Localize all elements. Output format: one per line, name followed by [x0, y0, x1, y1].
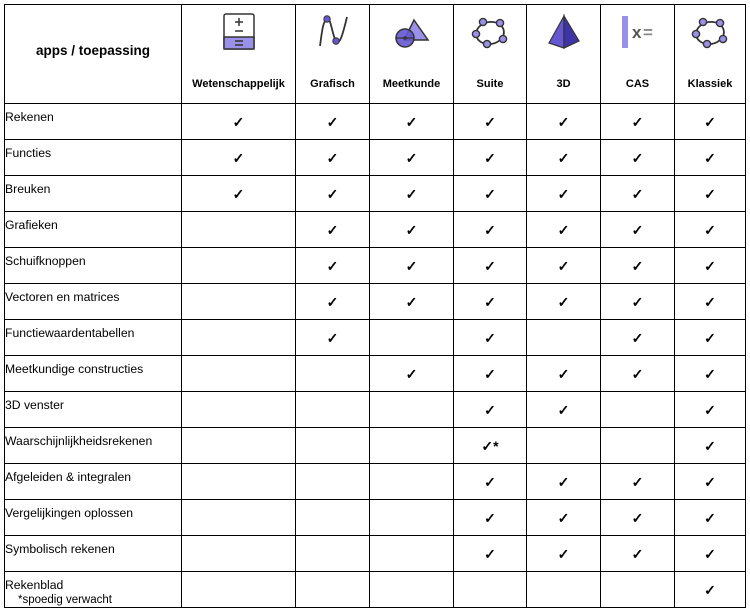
- check-mark: ✓: [631, 474, 644, 490]
- feature-cell: [5, 320, 182, 356]
- check-cell: [454, 212, 527, 248]
- check-mark: ✓: [484, 402, 496, 418]
- check-mark: ✓: [484, 366, 496, 382]
- check-mark: ✓: [631, 366, 644, 382]
- table-row: [5, 356, 746, 392]
- check-cell: [454, 572, 527, 608]
- check-cell: [296, 536, 370, 572]
- table-row: [5, 428, 746, 464]
- svg-text:=: =: [642, 23, 653, 42]
- feature-matrix-table: [4, 4, 746, 608]
- check-cell: [182, 572, 296, 608]
- check-mark: ✓: [405, 222, 418, 238]
- check-cell: [296, 356, 370, 392]
- check-mark: ✓: [704, 222, 716, 238]
- check-mark: ✓: [232, 186, 245, 202]
- check-mark: ✓: [704, 114, 716, 130]
- check-cell: [296, 320, 370, 356]
- check-cell: [527, 392, 601, 428]
- check-cell: [182, 320, 296, 356]
- check-cell: [454, 428, 527, 464]
- app-header-suite: [454, 5, 527, 104]
- check-mark: ✓: [405, 150, 418, 166]
- check-mark: ✓: [484, 546, 496, 562]
- check-cell: [527, 176, 601, 212]
- check-cell: [675, 428, 746, 464]
- check-cell: [182, 140, 296, 176]
- table-row: [5, 464, 746, 500]
- check-cell: [675, 140, 746, 176]
- calculator-icon: [222, 13, 256, 51]
- check-cell: [675, 284, 746, 320]
- check-mark: ✓: [704, 150, 716, 166]
- geogebra-ellipse-icon: [691, 13, 729, 51]
- check-cell: [370, 536, 454, 572]
- check-cell: [182, 212, 296, 248]
- feature-rows: [5, 104, 746, 608]
- table-row: [5, 176, 746, 212]
- check-mark: ✓: [631, 186, 644, 202]
- check-mark: ✓: [631, 546, 644, 562]
- check-cell: [296, 428, 370, 464]
- check-cell: [370, 392, 454, 428]
- check-cell: [454, 536, 527, 572]
- check-cell: [527, 572, 601, 608]
- check-cell: [370, 212, 454, 248]
- check-mark: ✓: [704, 474, 716, 490]
- check-mark: ✓: [557, 294, 570, 310]
- check-cell: [601, 464, 675, 500]
- check-mark: ✓: [704, 402, 716, 418]
- check-cell: [675, 500, 746, 536]
- check-cell: [601, 104, 675, 140]
- check-cell: [182, 500, 296, 536]
- feature-cell: [5, 536, 182, 572]
- app-label: Wetenschappelijk: [192, 78, 285, 90]
- check-cell: [454, 284, 527, 320]
- check-mark: ✓: [557, 546, 570, 562]
- check-cell: [601, 248, 675, 284]
- check-cell: [370, 320, 454, 356]
- check-cell: [675, 320, 746, 356]
- app-header-klassiek: [675, 5, 746, 104]
- check-cell: [370, 104, 454, 140]
- check-mark: ✓*: [481, 438, 499, 454]
- check-mark: ✓: [326, 186, 339, 202]
- check-cell: [527, 356, 601, 392]
- check-mark: ✓: [704, 294, 716, 310]
- check-cell: [601, 356, 675, 392]
- check-mark: ✓: [557, 510, 570, 526]
- app-header-3d: [527, 5, 601, 104]
- check-mark: ✓: [704, 330, 716, 346]
- check-mark: ✓: [631, 510, 644, 526]
- check-cell: [675, 212, 746, 248]
- feature-cell: [5, 176, 182, 212]
- feature-cell: [5, 140, 182, 176]
- check-cell: [296, 464, 370, 500]
- check-mark: ✓: [557, 474, 570, 490]
- check-cell: [527, 284, 601, 320]
- check-mark: ✓: [631, 258, 644, 274]
- table-row: [5, 248, 746, 284]
- check-cell: [296, 572, 370, 608]
- check-cell: [601, 392, 675, 428]
- check-cell: [675, 536, 746, 572]
- check-cell: [182, 104, 296, 140]
- table-row: [5, 104, 746, 140]
- footnote: *spoedig verwacht: [18, 594, 112, 606]
- check-mark: ✓: [557, 366, 570, 382]
- check-mark: ✓: [405, 294, 418, 310]
- check-cell: [370, 428, 454, 464]
- check-mark: ✓: [232, 114, 245, 130]
- feature-cell: [5, 392, 182, 428]
- check-cell: [182, 392, 296, 428]
- check-mark: ✓: [484, 114, 496, 130]
- check-cell: [296, 140, 370, 176]
- check-cell: [527, 212, 601, 248]
- check-mark: ✓: [326, 114, 339, 130]
- app-label: Meetkunde: [382, 78, 441, 90]
- check-mark: ✓: [484, 474, 496, 490]
- app-label: 3D: [556, 78, 571, 90]
- check-cell: [296, 104, 370, 140]
- corner-header: [5, 5, 182, 104]
- check-mark: ✓: [704, 438, 716, 454]
- feature-cell: [5, 248, 182, 284]
- check-mark: ✓: [631, 114, 644, 130]
- check-mark: ✓: [631, 222, 644, 238]
- check-cell: [182, 356, 296, 392]
- check-mark: ✓: [631, 330, 644, 346]
- check-cell: [675, 248, 746, 284]
- check-mark: ✓: [484, 222, 496, 238]
- feature-cell: [5, 284, 182, 320]
- check-cell: [527, 320, 601, 356]
- feature-label: Vergelijkingen oplossen: [5, 505, 134, 520]
- check-mark: ✓: [704, 366, 716, 382]
- check-cell: [675, 392, 746, 428]
- check-mark: ✓: [557, 258, 570, 274]
- feature-label: Meetkundige constructies: [5, 361, 144, 376]
- check-cell: [296, 284, 370, 320]
- check-cell: [527, 104, 601, 140]
- check-cell: [601, 428, 675, 464]
- table-row: [5, 140, 746, 176]
- check-cell: [370, 464, 454, 500]
- check-cell: [601, 140, 675, 176]
- check-cell: [675, 176, 746, 212]
- check-cell: [601, 284, 675, 320]
- check-cell: [527, 464, 601, 500]
- check-mark: ✓: [484, 330, 496, 346]
- geometry-shapes-icon: [392, 13, 432, 51]
- check-cell: [527, 536, 601, 572]
- check-cell: [601, 572, 675, 608]
- check-mark: ✓: [405, 186, 418, 202]
- check-cell: [527, 140, 601, 176]
- check-cell: [296, 392, 370, 428]
- check-cell: [182, 248, 296, 284]
- feature-label: Grafieken: [5, 217, 58, 232]
- check-cell: [182, 176, 296, 212]
- check-mark: ✓: [405, 114, 418, 130]
- table-row: [5, 212, 746, 248]
- check-cell: [454, 392, 527, 428]
- check-mark: ✓: [484, 258, 496, 274]
- check-mark: ✓: [557, 150, 570, 166]
- check-mark: ✓: [326, 294, 339, 310]
- feature-label: Afgeleiden & integralen: [5, 469, 132, 484]
- check-cell: [527, 428, 601, 464]
- check-mark: ✓: [557, 222, 570, 238]
- check-mark: ✓: [484, 510, 496, 526]
- check-cell: [675, 464, 746, 500]
- check-mark: ✓: [704, 186, 716, 202]
- svg-text:x: x: [631, 23, 641, 42]
- check-mark: ✓: [557, 186, 570, 202]
- check-mark: ✓: [704, 582, 716, 598]
- check-mark: ✓: [484, 294, 496, 310]
- check-cell: [296, 212, 370, 248]
- feature-label: Functiewaardentabellen: [5, 325, 135, 340]
- feature-label: Rekenblad: [5, 577, 64, 592]
- check-mark: ✓: [631, 150, 644, 166]
- table-row: [5, 572, 746, 608]
- check-cell: [370, 356, 454, 392]
- check-cell: [454, 464, 527, 500]
- app-header-wetenschappelijk: [182, 5, 296, 104]
- check-cell: [370, 572, 454, 608]
- check-mark: ✓: [326, 222, 339, 238]
- table-row: [5, 500, 746, 536]
- feature-label: Functies: [5, 145, 52, 160]
- check-mark: ✓: [704, 510, 716, 526]
- table-row: [5, 284, 746, 320]
- check-cell: [454, 320, 527, 356]
- check-mark: ✓: [704, 546, 716, 562]
- app-header-meetkunde: [370, 5, 454, 104]
- table-row: [5, 320, 746, 356]
- app-label: Grafisch: [310, 78, 355, 90]
- check-cell: [296, 500, 370, 536]
- check-mark: ✓: [326, 330, 339, 346]
- check-cell: [527, 248, 601, 284]
- check-cell: [675, 356, 746, 392]
- check-cell: [182, 464, 296, 500]
- check-cell: [296, 176, 370, 212]
- check-mark: ✓: [326, 258, 339, 274]
- check-cell: [296, 248, 370, 284]
- feature-label: Waarschijnlijkheidsrekenen: [5, 433, 153, 448]
- check-cell: [601, 500, 675, 536]
- feature-label: Symbolisch rekenen: [5, 541, 115, 556]
- feature-label: 3D venster: [5, 397, 64, 412]
- feature-cell: [5, 464, 182, 500]
- geogebra-ellipse-icon: [471, 13, 509, 51]
- header-row: [5, 5, 746, 104]
- feature-cell: [5, 500, 182, 536]
- check-cell: [454, 500, 527, 536]
- feature-label: Vectoren en matrices: [5, 289, 120, 304]
- feature-label: Breuken: [5, 181, 51, 196]
- check-mark: ✓: [484, 150, 496, 166]
- check-mark: ✓: [326, 150, 339, 166]
- check-mark: ✓: [405, 258, 418, 274]
- check-cell: [454, 104, 527, 140]
- check-cell: [454, 356, 527, 392]
- check-cell: [182, 284, 296, 320]
- feature-label: Schuifknoppen: [5, 253, 86, 268]
- app-label: Suite: [476, 78, 504, 90]
- check-cell: [675, 572, 746, 608]
- check-cell: [370, 176, 454, 212]
- check-cell: [182, 536, 296, 572]
- feature-cell: [5, 356, 182, 392]
- feature-label: Rekenen: [5, 109, 54, 124]
- app-header-grafisch: [296, 5, 370, 104]
- pyramid-3d-icon: [545, 13, 583, 51]
- check-cell: [370, 140, 454, 176]
- check-cell: [601, 176, 675, 212]
- check-cell: [370, 284, 454, 320]
- check-cell: [370, 500, 454, 536]
- table-row: [5, 392, 746, 428]
- check-mark: ✓: [557, 402, 570, 418]
- check-cell: [601, 536, 675, 572]
- check-cell: [601, 320, 675, 356]
- corner-label: apps / toepassing: [35, 43, 151, 58]
- check-mark: ✓: [405, 366, 418, 382]
- app-label: CAS: [625, 78, 650, 90]
- check-cell: [601, 212, 675, 248]
- cas-x-equals-icon: [618, 13, 658, 51]
- check-mark: ✓: [704, 258, 716, 274]
- graph-curve-icon: [316, 13, 350, 51]
- check-cell: [527, 500, 601, 536]
- app-label: Klassiek: [687, 78, 733, 90]
- check-cell: [370, 248, 454, 284]
- app-header-cas: [601, 5, 675, 104]
- check-mark: ✓: [232, 150, 245, 166]
- feature-cell: [5, 428, 182, 464]
- check-cell: [454, 248, 527, 284]
- check-cell: [454, 176, 527, 212]
- check-mark: ✓: [557, 114, 570, 130]
- table-row: [5, 536, 746, 572]
- check-cell: [182, 428, 296, 464]
- check-mark: ✓: [631, 294, 644, 310]
- feature-cell: [5, 104, 182, 140]
- feature-cell: [5, 212, 182, 248]
- check-mark: ✓: [484, 186, 496, 202]
- check-cell: [675, 104, 746, 140]
- check-cell: [454, 140, 527, 176]
